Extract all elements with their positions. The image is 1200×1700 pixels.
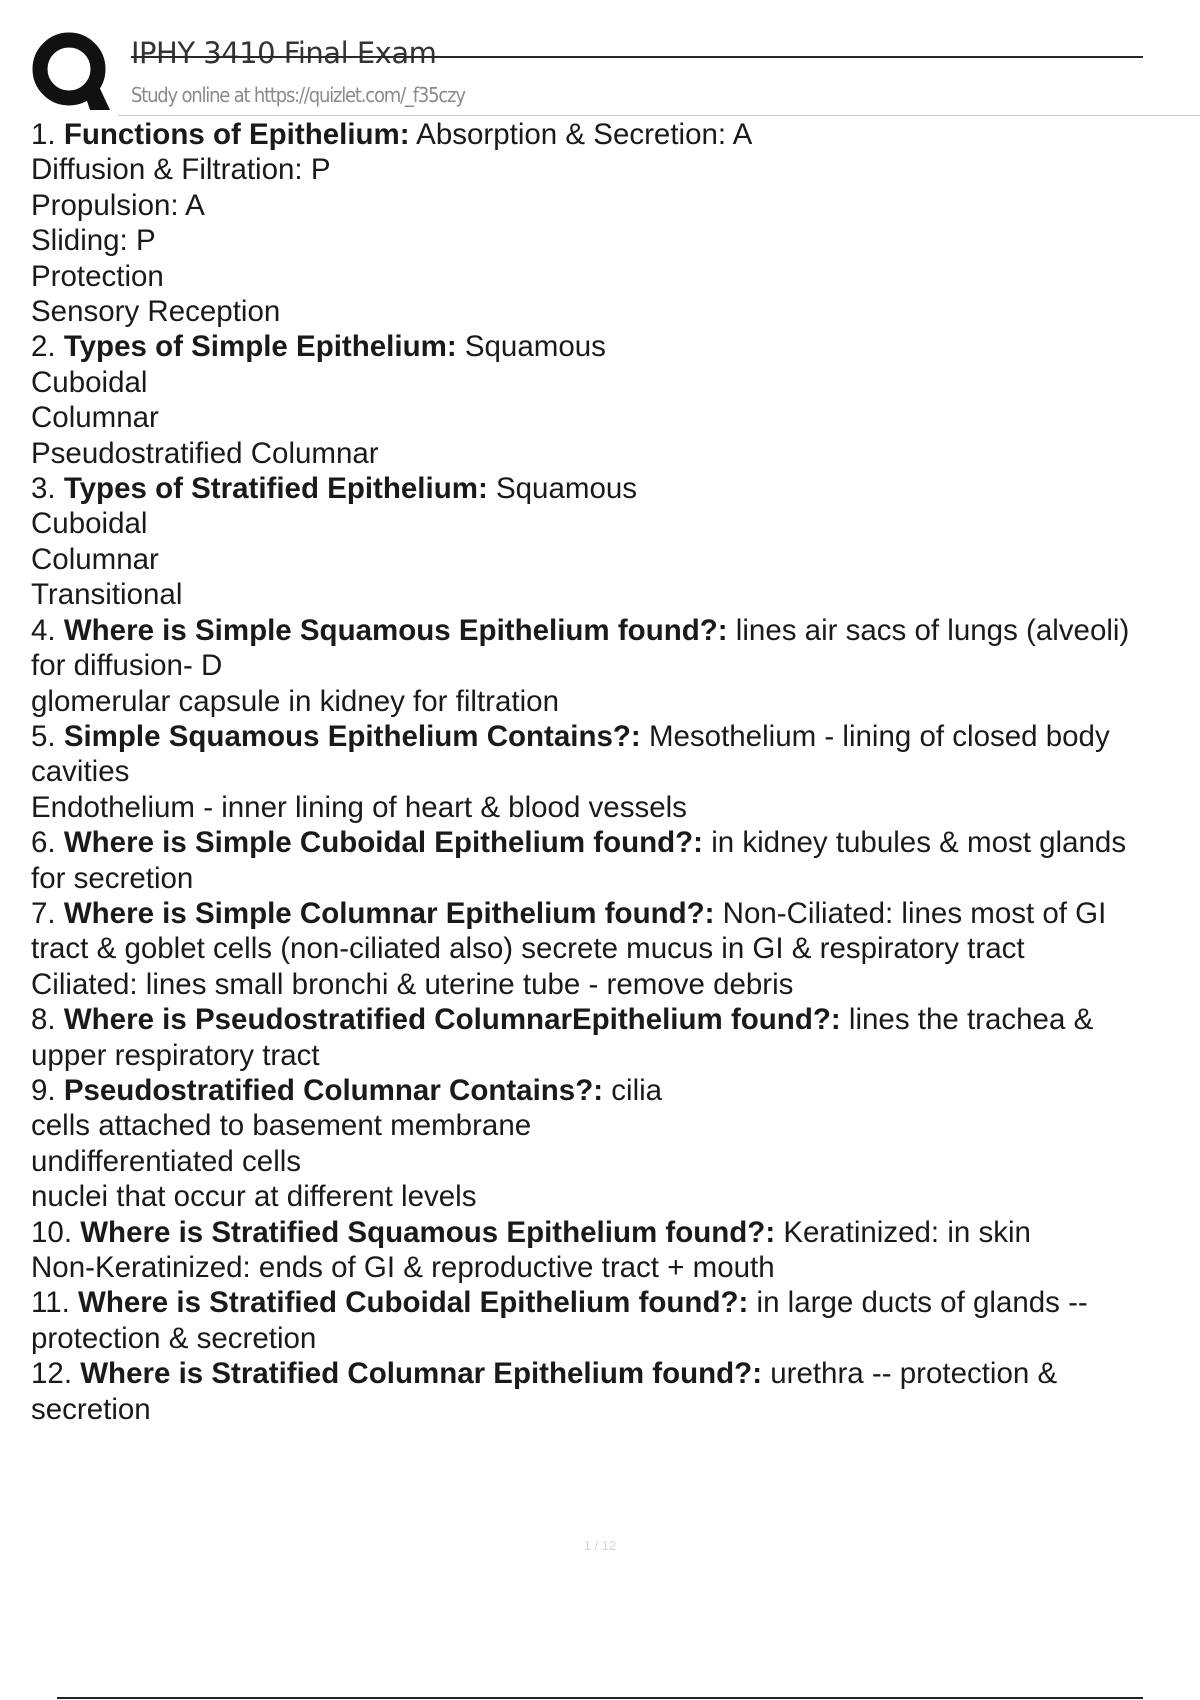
flashcard-item (31, 896, 1200, 931)
item-answer-line: Sliding: P (31, 224, 156, 258)
item-answer: Squamous (456, 330, 606, 364)
item-answer-line: for secretion (31, 861, 194, 895)
title-strike-rule (131, 56, 1143, 58)
header-divider (118, 115, 1200, 116)
item-answer-line: nuclei that occur at different levels (31, 1180, 477, 1214)
item-answer: Squamous (487, 472, 638, 506)
flashcard-item (31, 1073, 1200, 1108)
item-answer-line: Propulsion: A (31, 188, 205, 222)
item-answer-line: undifferentiated cells (31, 1144, 302, 1178)
document-title: IPHY 3410 Final Exam (131, 36, 437, 70)
item-answer-line: cavities (31, 755, 130, 789)
flashcard-item (31, 719, 1200, 754)
item-question: Where is Simple Squamous Epithelium found?: (63, 613, 728, 647)
study-online-link[interactable]: Study online at https://quizlet.com/_f35czy (131, 83, 465, 107)
item-number: 12. (31, 1357, 81, 1391)
item-answer: Absorption & Secretion: A (409, 118, 753, 151)
item-answer-line: Sensory Reception (31, 295, 281, 329)
footer-divider (57, 1697, 1143, 1699)
quizlet-logo-icon (30, 30, 112, 112)
item-number: 3. (31, 472, 64, 506)
item-answer: lines the trachea & (840, 1003, 1094, 1037)
flashcard-item (31, 1285, 1200, 1320)
item-answer-line: Ciliated: lines small bronchi & uterine tube - remove debris (31, 967, 794, 1001)
flashcard-list (31, 117, 1200, 1427)
item-number: 7. (31, 896, 64, 930)
item-number: 11. (31, 1286, 79, 1320)
item-answer-line: glomerular capsule in kidney for filtration (31, 684, 559, 718)
item-number: 1. (31, 118, 64, 151)
item-question: Functions of Epithelium: (63, 118, 410, 151)
item-number: 4. (31, 613, 64, 647)
item-answer-line: protection & secretion (31, 1321, 317, 1355)
item-question: Where is Stratified Columnar Epithelium found?: (80, 1357, 763, 1391)
item-answer-line: Endothelium - inner lining of heart & blood vessels (31, 790, 687, 824)
item-question: Pseudostratified Columnar Contains?: (63, 1073, 604, 1107)
item-answer-line: Columnar (31, 542, 159, 576)
item-number: 10. (31, 1215, 81, 1249)
item-question: Simple Squamous Epithelium Contains?: (63, 719, 641, 753)
item-question: Types of Simple Epithelium: (63, 330, 457, 364)
item-answer: urethra -- protection & (762, 1357, 1058, 1391)
item-number: 8. (31, 1003, 64, 1037)
item-answer-line: Cuboidal (31, 507, 148, 541)
item-answer-line: secretion (31, 1392, 151, 1426)
item-answer: lines air sacs of lungs (alveoli) (727, 613, 1130, 647)
item-answer: Keratinized: in skin (775, 1215, 1031, 1249)
item-number: 6. (31, 826, 64, 860)
item-answer: cilia (603, 1073, 663, 1107)
item-number: 2. (31, 330, 64, 364)
item-answer: in kidney tubules & most glands (703, 826, 1127, 860)
item-number: 9. (31, 1073, 64, 1107)
item-answer-line: upper respiratory tract (31, 1038, 320, 1072)
flashcard-item (31, 471, 1200, 506)
flashcard-item (31, 1356, 1200, 1391)
item-answer-line: Non-Keratinized: ends of GI & reproductive tract + mouth (31, 1251, 775, 1284)
item-answer: Mesothelium - lining of closed body (640, 719, 1110, 753)
item-answer-line: Pseudostratified Columnar (31, 436, 379, 470)
item-question: Types of Stratified Epithelium: (63, 472, 488, 506)
item-answer-line: for diffusion- D (31, 649, 223, 683)
page-indicator: 1 / 12 (583, 1538, 617, 1553)
flashcard-item (31, 613, 1200, 648)
flashcard-item (31, 825, 1200, 860)
item-question: Where is Simple Columnar Epithelium found?: (63, 896, 715, 930)
item-answer-line: tract & goblet cells (non-ciliated also) secrete mucus in GI & respiratory tract (31, 932, 1025, 966)
flashcard-item (31, 1215, 1200, 1250)
item-answer: in large ducts of glands -- (748, 1286, 1088, 1320)
item-number: 5. (31, 719, 64, 753)
item-answer-line: Protection (31, 259, 164, 293)
item-question: Where is Simple Cuboidal Epithelium found?: (63, 826, 703, 860)
flashcard-item (31, 117, 1200, 152)
flashcard-item (31, 329, 1200, 364)
item-answer-line: Cuboidal (31, 365, 148, 399)
item-answer: Non-Ciliated: lines most of GI (714, 896, 1107, 930)
item-question: Where is Stratified Cuboidal Epithelium found?: (78, 1286, 749, 1320)
item-question: Where is Stratified Squamous Epithelium found?: (80, 1215, 776, 1249)
item-question: Where is Pseudostratified ColumnarEpithelium found?: (63, 1003, 841, 1037)
flashcard-item (31, 1002, 1200, 1037)
item-answer-line: Diffusion & Filtration: P (31, 153, 331, 187)
item-answer-line: Columnar (31, 401, 159, 435)
item-answer-line: cells attached to basement membrane (31, 1109, 532, 1143)
item-answer-line: Transitional (31, 578, 183, 612)
